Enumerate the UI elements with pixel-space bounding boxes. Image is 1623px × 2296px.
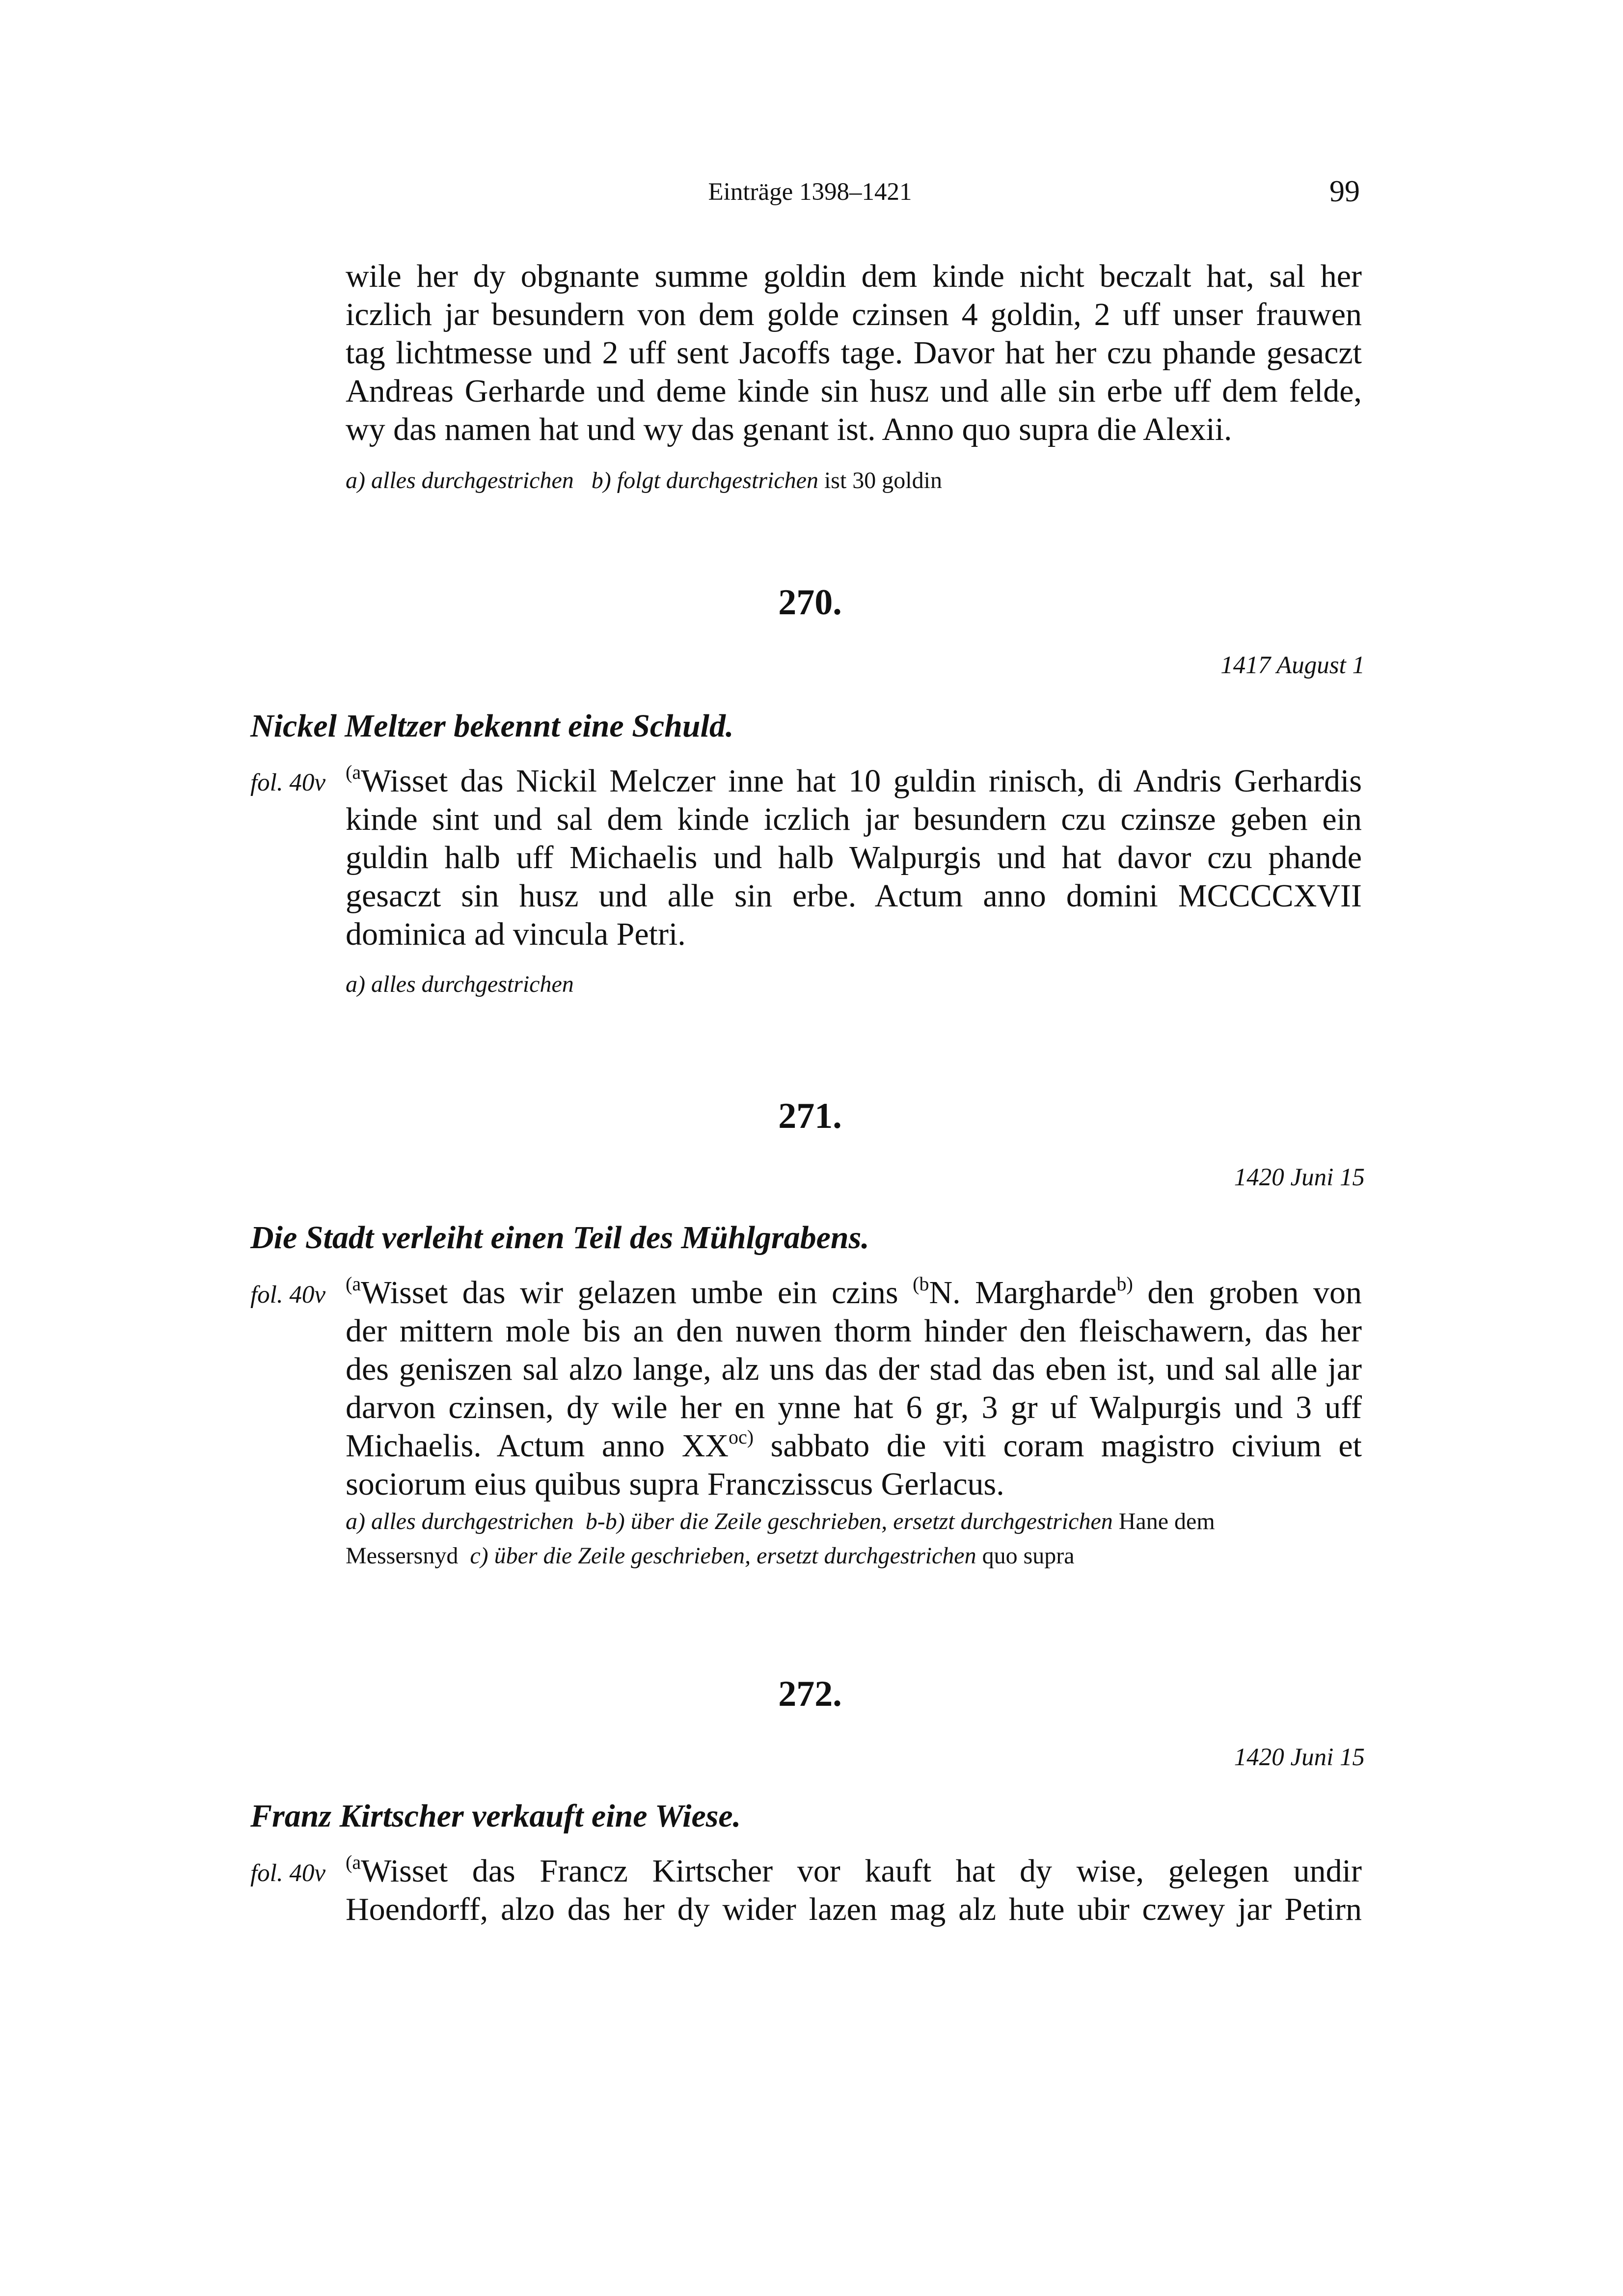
running-title: Einträge 1398–1421 [708,178,912,206]
text-line: Michaelis. Actum anno $XX^{oc)}$ sabbato die viti coram magistro civium et [346,1426,1362,1464]
text-line: iczlich jar besundern von dem golde czinsen 4 goldin, 2 uff unser frauwen [346,297,1362,332]
footnote-marker: (a [346,761,361,783]
entry-heading: Franz Kirtscher verkauft eine Wiese. [250,1798,741,1834]
text-line: $^{(a}$Wisset das wir gelazen umbe ein czins $^{(b}$N. Margharde$^{b)}$ den groben von [346,1273,1362,1311]
footnote: a) alles durchgestrichen b-b) über die Zeile geschrieben, ersetzt durchgestrichen Hane dem [346,1508,1215,1534]
entry-number: 272. [778,1674,842,1714]
text-line: dominica ad vincula Petri. [346,916,686,952]
footnote-b-text: ist 30 goldin [824,467,942,493]
folio-marker: fol. 40v [250,1859,325,1887]
folio-marker: fol. 40v [250,1281,325,1309]
footnote-a: a) alles durchgestrichen [346,971,574,997]
entry-paragraph [346,762,1362,954]
footnote-a: a) alles durchgestrichen [346,467,574,493]
text-line: $^{(a}$Wisset das Nickil Melczer inne hat 10 guldin rinisch, di Andris Gerhardis [346,761,1362,799]
entry-number: 270. [778,582,842,623]
text-line: Hoendorff, alzo das her dy wider lazen mag alz hute ubir czwey jar Petirn [346,1891,1362,1927]
text-line: gesaczt sin husz und alle sin erbe. Actum anno domini MCCCCXVII [346,878,1362,914]
entry-heading: Die Stadt verleiht einen Teil des Mühlgrabens. [250,1220,869,1256]
text-line: tag lichtmesse und 2 uff sent Jacoffs tage. Davor hat her czu phande gesaczt [346,335,1362,371]
text-line: guldin halb uff Michaelis und halb Walpurgis und hat davor czu phande [346,840,1362,875]
footnote [346,464,1362,498]
text-line: sociorum eius quibus supra Franczisscus Gerlacus. [346,1466,1004,1502]
footnote [346,967,1362,1002]
entry-date: 1420 Juni 15 [1234,1744,1365,1771]
text-line: Andreas Gerharde und deme kinde sin husz und alle sin erbe uff dem felde, [346,373,1362,409]
footnote: Messersnyd c) über die Zeile geschrieben, ersetzt durchgestrichen quo supra [346,1543,1075,1569]
entry-date: 1417 August 1 [1220,652,1365,679]
page-number: 99 [1329,175,1360,208]
entry-number: 271. [778,1096,842,1136]
folio-marker: fol. 40v [250,769,325,796]
text-line: des geniszen sal alzo lange, alz uns das der stad das eben ist, und sal alle jar [346,1351,1362,1387]
entry-heading: Nickel Meltzer bekennt eine Schuld. [250,708,734,744]
entry-paragraph [346,1852,1362,1929]
footnote-b: b) folgt durchgestrichen [591,467,818,493]
continuation-paragraph [346,257,1362,449]
entry-date: 1420 Juni 15 [1234,1164,1365,1191]
text-line: wy das namen hat und wy das genant ist. Anno quo supra die Alexii. [346,411,1232,447]
text-line: wile her dy obgnante summe goldin dem kinde nicht beczalt hat, sal her [346,258,1362,294]
text-line: darvon czinsen, dy wile her en ynne hat 6 gr, 3 gr uf Walpurgis und 3 uff [346,1390,1362,1425]
text-line: $^{(a}$Wisset das Francz Kirtscher vor kauft hat dy wise, gelegen undir [346,1851,1362,1889]
entry-paragraph [346,1274,1362,1503]
text-line: kinde sint und sal dem kinde iczlich jar besundern czu czinsze geben ein [346,801,1362,837]
text-line: der mittern mole bis an den nuwen thorm hinder den fleischawern, das her [346,1313,1362,1349]
